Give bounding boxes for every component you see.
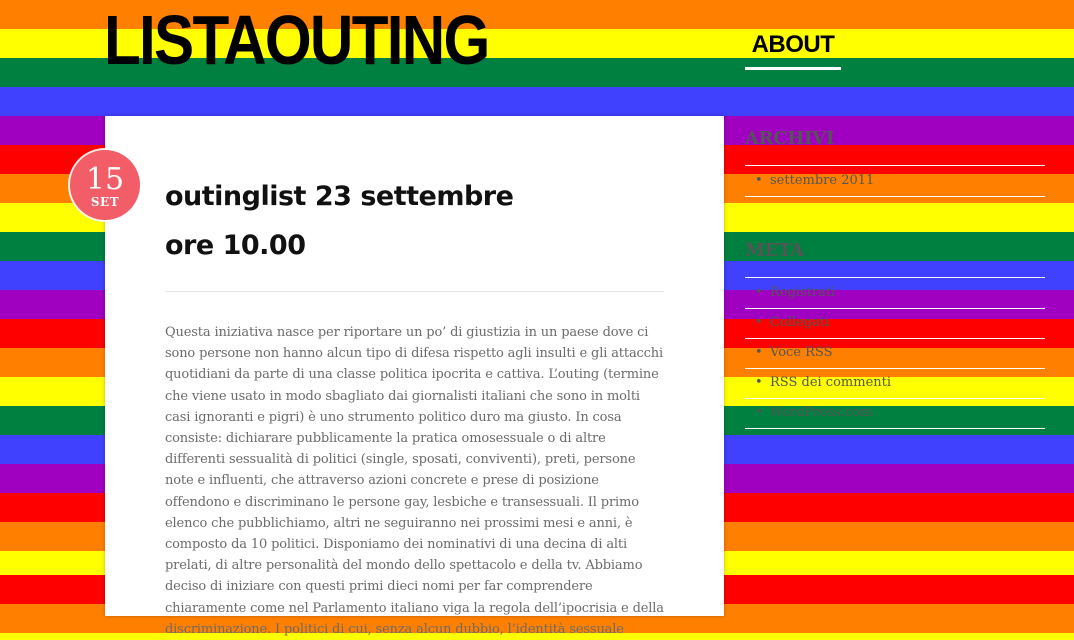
bullet-icon: • xyxy=(755,405,763,420)
bullet-icon: • xyxy=(755,285,763,300)
meta-link-collegati[interactable]: Collegati xyxy=(770,315,830,330)
archive-link-settembre-2011[interactable]: settembre 2011 xyxy=(770,173,875,188)
meta-list xyxy=(745,279,1045,429)
meta-title-rule xyxy=(745,277,1045,278)
post-title-line2[interactable]: ore 10.00 xyxy=(165,230,306,261)
meta-item xyxy=(745,339,1045,369)
widget-title-meta: META xyxy=(745,240,804,261)
archive-item xyxy=(745,167,1045,197)
bullet-icon: • xyxy=(755,315,763,330)
meta-item xyxy=(745,399,1045,429)
date-badge xyxy=(70,150,140,220)
post-separator xyxy=(165,291,664,292)
archives-title-rule xyxy=(745,165,1045,166)
meta-item xyxy=(745,309,1045,339)
bullet-icon: • xyxy=(755,345,763,360)
date-month: SET xyxy=(90,195,120,209)
post-title-line1[interactable]: outinglist 23 settembre xyxy=(165,181,514,212)
post-body: Questa iniziativa nasce per riportare un po’ di giustizia in un paese dove ci sono persone non hanno alcun tipo di difesa rispetto agli insulti e gli attacchi quotidiani da parte di una classe politica ipocrita e cattiva. L’outing (termine che viene usato in modo sbagliato dai giornalisti italiani che sono in molti casi ignoranti e pigri) è uno strumento politico duro ma giusto. In cosa consiste: dichiarare pubblicamente la pratica omosessuale o di altre differenti sessualità di politici (single, sposati, conviventi), preti, persone note e influenti, che attraverso azioni concrete e prese di posizione offendono e discriminano le persone gay, lesbiche e transessuali. Il primo elenco che pubblichiamo, altri ne seguiranno nei prossimi mesi e anni, è composto da 10 politici. Disponiamo dei nominativi di una decina di alti prelati, di altre personalità del mondo dello spettacolo e della tv. Abbiamo deciso di iniziare con questi primi dieci nomi per far comprendere chiaramente come nel Parlamento italiano viga la regola dell’ipocrisia e della discriminazione. I politici di cui, senza alcun dubbio, l’identità sessuale xyxy=(165,325,664,637)
date-day: 15 xyxy=(85,162,125,197)
meta-item xyxy=(745,279,1045,309)
post-title[interactable] xyxy=(165,172,625,270)
meta-item xyxy=(745,369,1045,399)
meta-link-wordpress[interactable]: WordPress.com xyxy=(770,405,873,420)
meta-link-registrati[interactable]: Registrati xyxy=(770,285,836,300)
meta-link-rss-commenti[interactable]: RSS dei commenti xyxy=(770,375,892,390)
bullet-icon: • xyxy=(755,173,763,188)
archives-list xyxy=(745,167,1045,197)
bullet-icon: • xyxy=(755,375,763,390)
meta-link-voce-rss[interactable]: Voce RSS xyxy=(770,345,833,360)
widget-title-archives: ARCHIVI xyxy=(745,128,834,149)
site-title[interactable]: LISTAOUTING xyxy=(104,1,489,79)
nav-about[interactable]: ABOUT xyxy=(745,28,841,70)
